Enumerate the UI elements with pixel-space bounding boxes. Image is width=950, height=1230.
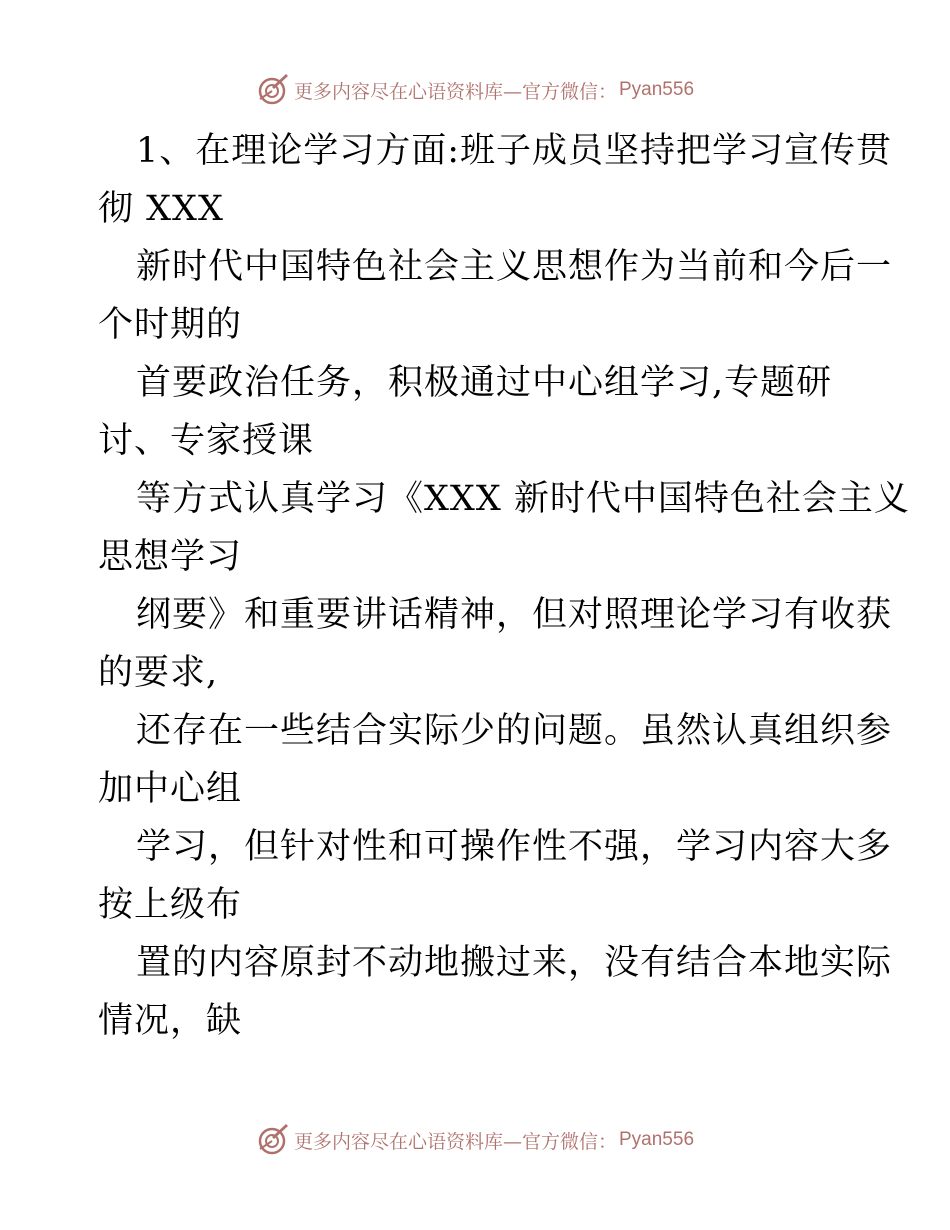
paragraph-line: 首要政治任务，积极通过中心组学习,专题研 bbox=[136, 363, 833, 403]
paragraph-line: 的要求, bbox=[98, 653, 219, 693]
paragraph-line: 情况，缺 bbox=[98, 1001, 243, 1041]
paragraph-line: 纲要》和重要讲话精神，但对照理论学习有收获 bbox=[136, 595, 893, 635]
document-body bbox=[98, 122, 910, 1050]
paragraph-line: 等方式认真学习《XXX 新时代中国特色社会主义 bbox=[136, 479, 910, 519]
watermark-wechat-id: Pyan556 bbox=[619, 1129, 695, 1150]
footer-watermark bbox=[0, 1120, 950, 1160]
pen-logo-icon bbox=[256, 1123, 290, 1157]
paragraph-line: 新时代中国特色社会主义思想作为当前和今后一 bbox=[136, 247, 893, 287]
paragraph-line: 按上级布 bbox=[98, 885, 243, 925]
pen-logo-icon bbox=[256, 73, 290, 107]
paragraph-line: 1、在理论学习方面:班子成员坚持把学习宣传贯 bbox=[136, 131, 893, 171]
paragraph-line: 学习，但针对性和可操作性不强，学习内容大多 bbox=[136, 827, 893, 867]
watermark-text: 更多内容尽在心语资料库—官方微信： bbox=[293, 1130, 617, 1153]
paragraph-line: 思想学习 bbox=[98, 537, 243, 577]
watermark-wechat-id: Pyan556 bbox=[619, 79, 695, 100]
paragraph-line: 个时期的 bbox=[98, 305, 243, 345]
paragraph-line: 加中心组 bbox=[98, 769, 243, 809]
header-watermark bbox=[0, 70, 950, 110]
paragraph-line: 置的内容原封不动地搬过来，没有结合本地实际 bbox=[136, 943, 893, 983]
paragraph-line: 彻 XXX bbox=[98, 189, 224, 229]
paragraph-line: 还存在一些结合实际少的问题。虽然认真组织参 bbox=[136, 711, 893, 751]
paragraph-line: 讨、专家授课 bbox=[98, 421, 315, 461]
watermark-text: 更多内容尽在心语资料库—官方微信： bbox=[293, 80, 617, 103]
